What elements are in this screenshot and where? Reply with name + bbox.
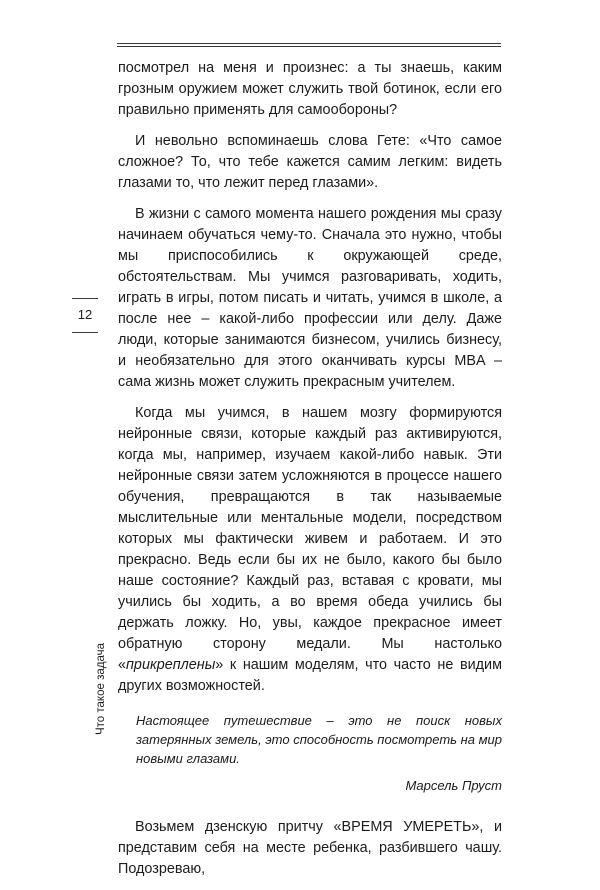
header-rule-top [117, 43, 501, 44]
paragraph-5: Возьмем дзенскую притчу «ВРЕМЯ УМЕРЕТЬ», и представим себя на месте ребенка, разбившего чашу. Подозреваю, [118, 819, 502, 877]
epigraph-author: Марсель Пруст [405, 778, 502, 793]
page-number-block [72, 298, 98, 333]
epigraph [118, 711, 502, 795]
epigraph-quote: Настоящее путешествие – это не поиск новых затерянных земель, это способность посмотреть на мир новыми глазами. [136, 713, 502, 766]
paragraph-3: В жизни с самого момента нашего рождения мы сразу начинаем обучаться чему-то. Сначала это нужно, чтобы мы приспособились к окружающей среде, обстоятельствам. Мы учимся разговаривать, ходить, играть в игры, потом писать и читать, учимся в школе, а после нее – какой-либо профессии или делу. Даже люди, которые занимаются бизнесом, учились бизнесу, и необязательно для этого оканчивать курсы MBA – сама жизнь может служить прекрасным учителем. [118, 206, 502, 390]
running-head: Что такое задача [95, 643, 107, 735]
page-body [118, 58, 502, 890]
page-number: 12 [77, 307, 93, 322]
paragraph-2: И невольно вспоминаешь слова Гете: «Что самое сложное? То, что тебе кажется самим легким: видеть глазами то, что лежит перед глазами». [118, 133, 502, 191]
paragraph-4 [118, 403, 502, 697]
header-rule-bottom [117, 46, 501, 47]
page-number-rule-bottom [72, 332, 98, 333]
paragraph-1: посмотрел на меня и произнес: а ты знаешь, каким грозным оружием может служить твой ботинок, если его правильно применять для самообороны? [118, 60, 502, 118]
paragraph-4-emphasis: прикреплены [126, 657, 216, 673]
paragraph-4-text-after: » к нашим моделям, что часто не видим других возможностей. [118, 657, 502, 694]
page-number-rule-top [72, 298, 98, 299]
paragraph-4-text-before: Когда мы учимся, в нашем мозгу формируются нейронные связи, которые каждый раз активируются, когда мы, например, изучаем какой-либо навык. Эти нейронные связи затем усложняются в процессе нашего обучения, превращаются в так называемые мыслительные или ментальные модели, посредством которых мы фактически живем и работаем. И это прекрасно. Ведь если бы их не было, какого бы было наше состояние? Каждый раз, вставая с кровати, мы учились бы ходить, а во время обеда учились бы держать ложку. Но, увы, каждое прекрасное имеет обратную сторону медали. Мы настолько « [118, 405, 502, 673]
